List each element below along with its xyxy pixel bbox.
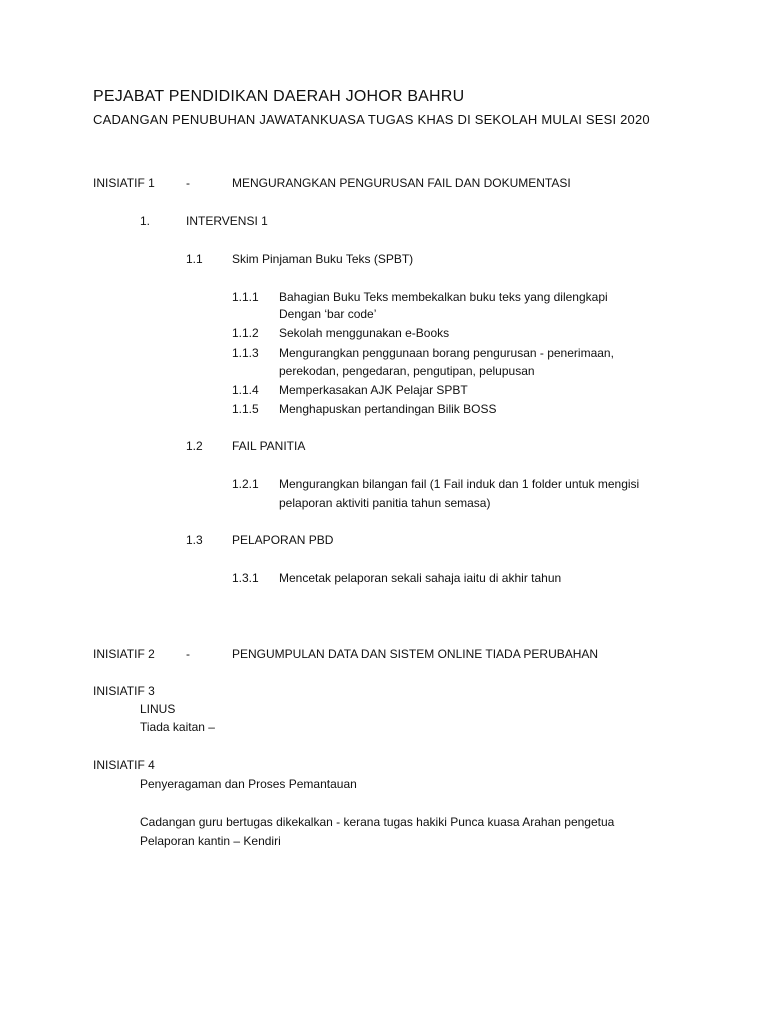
item-1-1-1-line1: Bahagian Buku Teks membekalkan buku teks yang dilengkapi [279, 290, 608, 304]
item-1-1-1-number: 1.1.1 [232, 290, 259, 304]
item-1-1-4-number: 1.1.4 [232, 383, 259, 397]
item-1-2-1-line1: Mengurangkan bilangan fail (1 Fail induk dan 1 folder untuk mengisi [279, 477, 640, 491]
inisiatif-4-line2: Cadangan guru bertugas dikekalkan - kerana tugas hakiki Punca kuasa Arahan pengetua [140, 815, 615, 829]
item-1-1-4-text: Memperkasakan AJK Pelajar SPBT [279, 383, 468, 397]
item-1-1-2-text: Sekolah menggunakan e-Books [279, 326, 450, 340]
intervensi-number: 1. [140, 214, 151, 228]
document-title: PEJABAT PENDIDIKAN DAERAH JOHOR BAHRU [93, 88, 465, 105]
inisiatif-2-dash: - [186, 647, 190, 661]
inisiatif-1-label: INISIATIF 1 [93, 176, 155, 190]
item-1-1-2-number: 1.1.2 [232, 326, 259, 340]
section-1-3-title: PELAPORAN PBD [232, 533, 334, 547]
inisiatif-3-line1: LINUS [140, 702, 176, 716]
item-1-1-3-line1: Mengurangkan penggunaan borang pengurusan - penerimaan, [279, 346, 614, 360]
item-1-1-5-text: Menghapuskan pertandingan Bilik BOSS [279, 402, 497, 416]
section-1-1-title: Skim Pinjaman Buku Teks (SPBT) [232, 252, 414, 266]
section-1-1-number: 1.1 [186, 252, 203, 266]
item-1-3-1-text: Mencetak pelaporan sekali sahaja iaitu di akhir tahun [279, 571, 562, 585]
intervensi-title: INTERVENSI 1 [186, 214, 268, 228]
document-subtitle: CADANGAN PENUBUHAN JAWATANKUASA TUGAS KHAS DI SEKOLAH MULAI SESI 2020 [93, 112, 650, 127]
inisiatif-2-title: PENGUMPULAN DATA DAN SISTEM ONLINE TIADA PERUBAHAN [232, 647, 599, 661]
inisiatif-2-label: INISIATIF 2 [93, 647, 155, 661]
inisiatif-1-title: MENGURANGKAN PENGURUSAN FAIL DAN DOKUMENTASI [232, 176, 571, 190]
item-1-1-1-line2: Dengan ‘bar code’ [279, 307, 377, 321]
inisiatif-4-label: INISIATIF 4 [93, 758, 155, 772]
item-1-2-1-line2: pelaporan aktiviti panitia tahun semasa) [279, 496, 491, 510]
inisiatif-3-line2: Tiada kaitan – [140, 720, 215, 734]
inisiatif-1-dash: - [186, 176, 190, 190]
item-1-2-1-number: 1.2.1 [232, 477, 259, 491]
item-1-1-5-number: 1.1.5 [232, 402, 259, 416]
inisiatif-4-line3: Pelaporan kantin – Kendiri [140, 834, 281, 848]
section-1-3-number: 1.3 [186, 533, 203, 547]
inisiatif-4-line1: Penyeragaman dan Proses Pemantauan [140, 777, 357, 791]
item-1-1-3-line2: perekodan, pengedaran, pengutipan, pelupusan [279, 364, 535, 378]
inisiatif-3-label: INISIATIF 3 [93, 684, 155, 698]
item-1-1-3-number: 1.1.3 [232, 346, 259, 360]
item-1-3-1-number: 1.3.1 [232, 571, 259, 585]
section-1-2-title: FAIL PANITIA [232, 439, 306, 453]
section-1-2-number: 1.2 [186, 439, 203, 453]
